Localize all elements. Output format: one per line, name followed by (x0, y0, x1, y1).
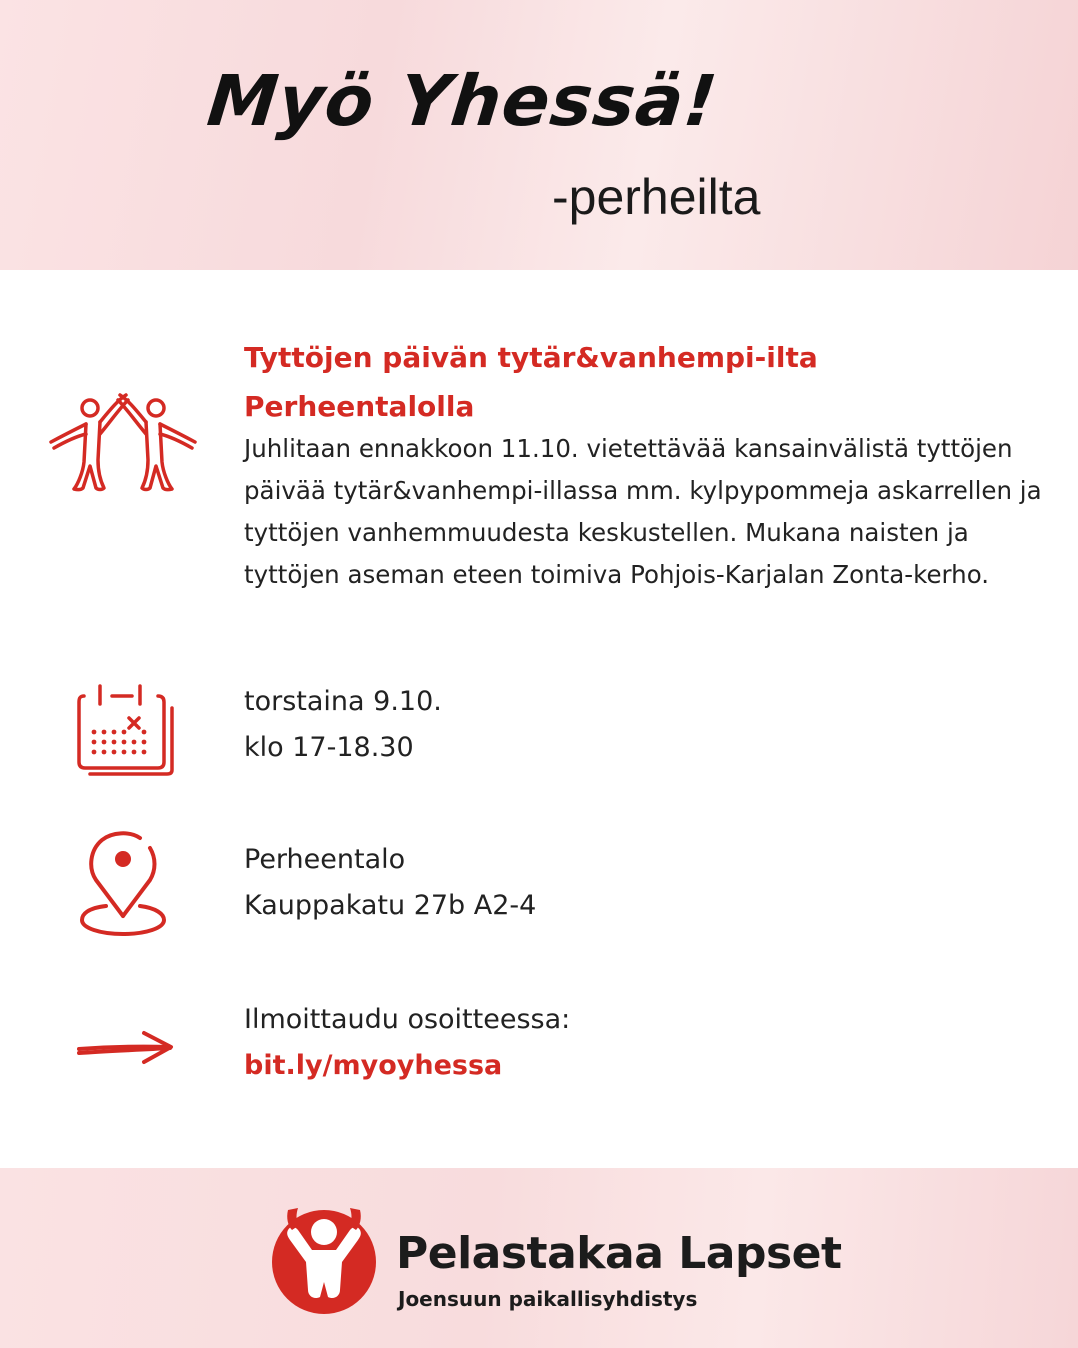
pelastakaa-lapset-logo (268, 1196, 380, 1324)
event-address: Kauppakatu 27b A2-4 (244, 890, 537, 921)
calendar-icon (76, 682, 178, 780)
location-pin-icon (78, 828, 168, 942)
event-when (244, 679, 442, 771)
org-subtitle: Joensuun paikallisyhdistys (398, 1287, 698, 1311)
event-where (244, 837, 536, 929)
event-place: Perheentalo (244, 844, 406, 875)
people-icon (48, 392, 198, 498)
event-description: Juhlitaan ennakkoon 11.10. vietettävää kansainvälistä tyttöjen päivää tytär&vanhempi-illassa mm. kylpypommeja askarrellen ja tyttöjen vanhemmuudesta keskustellen. Mukana naisten ja tyttöjen aseman eteen toimiva Pohjois-Karjalan Zonta-kerho. (244, 434, 1042, 589)
page-subtitle: -perheilta (552, 169, 761, 225)
arrow-right-icon (76, 1028, 176, 1072)
signup-link[interactable]: bit.ly/myoyhessa (244, 1050, 503, 1081)
event-date: torstaina 9.10. (244, 686, 442, 717)
event-heading (244, 333, 1044, 431)
signup-block (244, 997, 570, 1089)
event-heading-line1: Tyttöjen päivän tytär&vanhempi-ilta (244, 341, 818, 374)
event-time: klo 17-18.30 (244, 732, 414, 763)
event-heading-line2: Perheentalolla (244, 390, 475, 423)
page-title: Myö Yhessä! (203, 60, 722, 142)
signup-label: Ilmoittaudu osoitteessa: (244, 1004, 571, 1035)
org-name: Pelastakaa Lapset (396, 1228, 842, 1279)
